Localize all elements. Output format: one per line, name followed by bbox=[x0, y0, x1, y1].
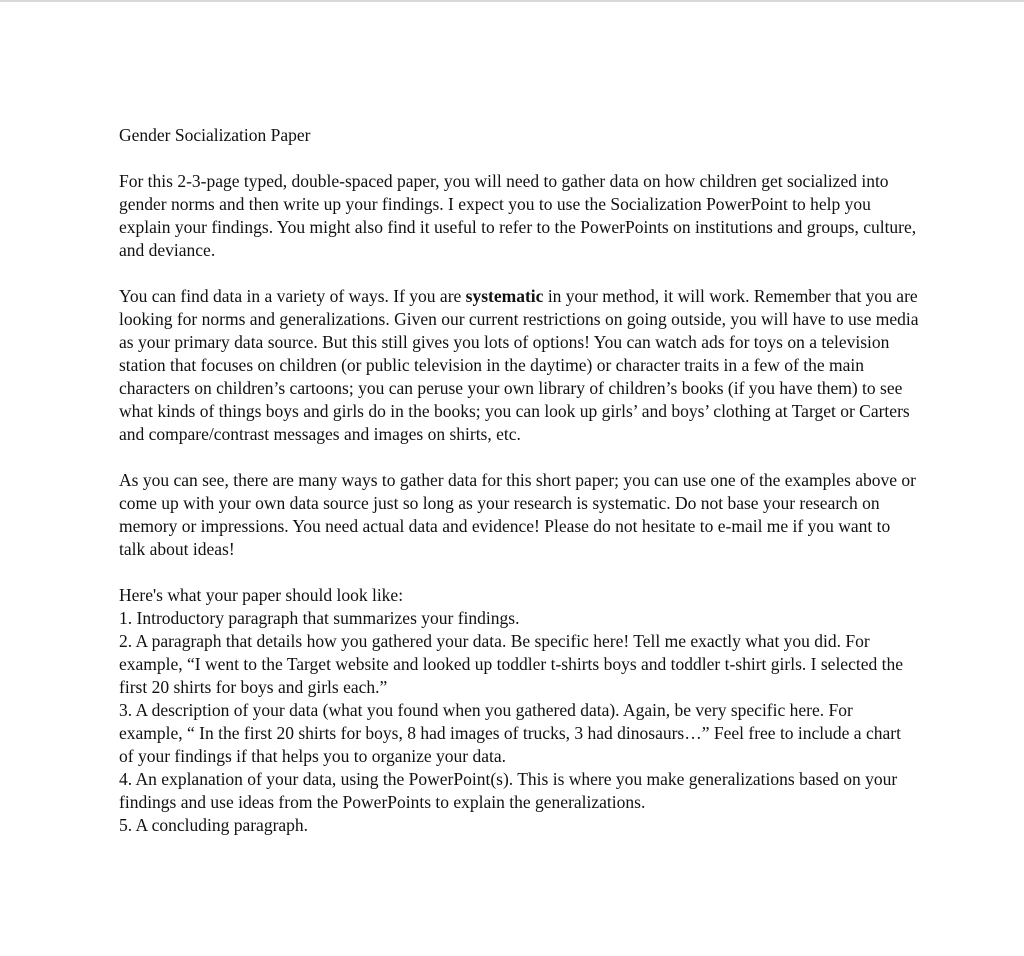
list-item: 5. A concluding paragraph. bbox=[119, 815, 309, 835]
gather-data-paragraph: As you can see, there are many ways to gather data for this short paper; you can use one of the examples above or come up with your own data source just so long as your research is systematic. Do not base your research on memory or impressions. You need actual data and evidence! Please do not hesitate to e-mail me if you want to talk about ideas! bbox=[119, 470, 916, 559]
paper-outline bbox=[119, 584, 919, 837]
list-item: 1. Introductory paragraph that summarizes your findings. bbox=[119, 608, 520, 628]
list-item: 2. A paragraph that details how you gathered your data. Be specific here! Tell me exactly what you did. For example, “I went to the Target website and looked up toddler t-shirts boys and toddler t-shirt girls. I selected the first 20 shirts for boys and girls each.” bbox=[119, 631, 903, 697]
list-item: 3. A description of your data (what you found when you gathered data). Again, be very specific here. For example, “ In the first 20 shirts for boys, 8 had images of trucks, 3 had dinosaurs…” Feel free to include a chart of your findings if that helps you to organize your data. bbox=[119, 700, 901, 766]
intro-paragraph: For this 2-3-page typed, double-spaced paper, you will need to gather data on how children get socialized into gender norms and then write up your findings. I expect you to use the Socialization PowerPoint to help you explain your findings. You might also find it useful to refer to the PowerPoints on institutions and groups, culture, and deviance. bbox=[119, 171, 917, 260]
data-sources-paragraph bbox=[119, 285, 919, 446]
outline-intro: Here's what your paper should look like: bbox=[119, 585, 404, 605]
document-title: Gender Socialization Paper bbox=[119, 125, 311, 145]
top-border bbox=[0, 0, 1024, 2]
systematic-emphasis: systematic bbox=[465, 286, 544, 306]
document-page bbox=[119, 124, 919, 837]
data-sources-text-2: in your method, it will work. Remember that you are looking for norms and generalizations. Given our current restrictions on going outside, you will have to use media as your primary data source. But this still gives you lots of options! You can watch ads for toys on a television station that focuses on children (or public television in the daytime) or character traits in a few of the main characters on children’s cartoons; you can peruse your own library of children’s books (if you have them) to see what kinds of things boys and girls do in the books; you can look up girls’ and boys’ clothing at Target or Carters and compare/contrast messages and images on shirts, etc. bbox=[119, 286, 919, 444]
list-item: 4. An explanation of your data, using the PowerPoint(s). This is where you make generalizations based on your findings and use ideas from the PowerPoints to explain the generalizations. bbox=[119, 769, 898, 812]
data-sources-text-1: You can find data in a variety of ways. If you are bbox=[119, 286, 466, 306]
